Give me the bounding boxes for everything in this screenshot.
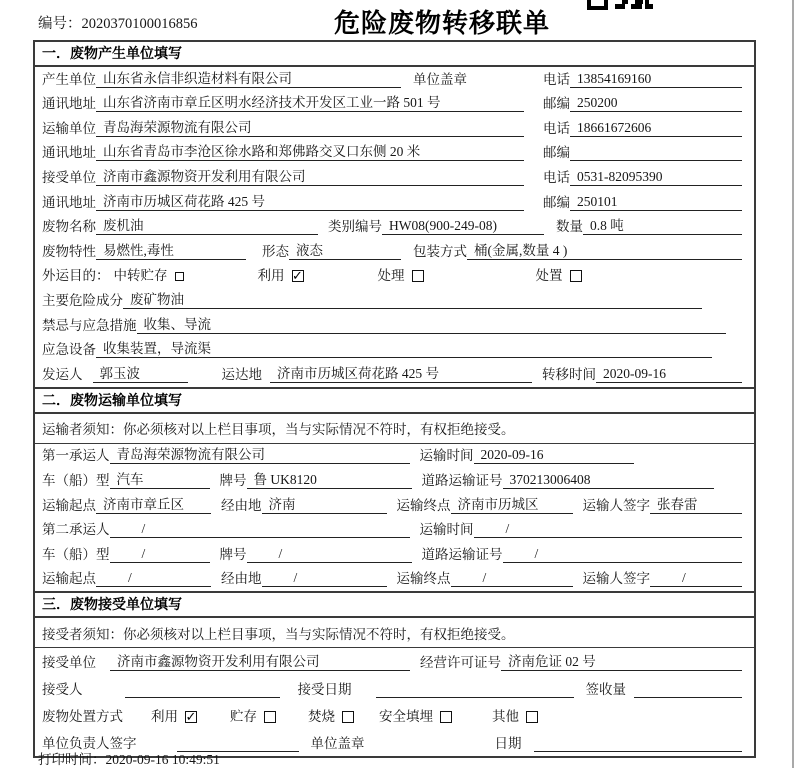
transport-unit-row: [35, 116, 754, 141]
measures-value: 收集、导流: [137, 313, 727, 334]
disposal-use-label: 利用: [151, 709, 178, 725]
producer-address-value: 山东省济南市章丘区明水经济技术开发区工业一路 501 号: [96, 91, 524, 112]
transport-time-label: 运输时间: [419, 448, 474, 464]
receive-zip-value: 250101: [570, 194, 742, 211]
equipment-row: [35, 338, 754, 363]
purpose-label: 外运目的：: [42, 268, 110, 284]
vehicle2-type-label: 车（船）型: [42, 546, 110, 562]
disposal-store-label: 贮存: [230, 709, 257, 725]
packing-value: 桶(金属,数量 4 ): [467, 239, 742, 260]
transport-unit-label: 运输单位: [42, 120, 96, 136]
disposal-label: 废物处置方式: [42, 709, 123, 725]
route1-sign-value: 张春雷: [650, 493, 742, 514]
transport-time-value: 2020-09-16: [474, 447, 634, 464]
dispatcher-label: 发运人: [42, 366, 83, 382]
dispatch-row: [35, 362, 754, 387]
purpose-use-checkbox: ✓: [292, 268, 303, 284]
receive-address-label: 通讯地址: [42, 194, 96, 210]
waste-name-value: 废机油: [96, 214, 318, 235]
print-time-value: 2020-09-16 10:49:51: [105, 752, 220, 767]
plate2-value: /: [247, 546, 412, 563]
receiver-unit-value: 济南市鑫源物资开发利用有限公司: [110, 650, 410, 671]
transporter-notice: 运输者须知：你必须核对以上栏目事项，当与实际情况不符时，有权拒绝接受。: [35, 414, 754, 444]
route2-end-label: 运输终点: [396, 571, 451, 587]
page-title: 危险废物转移联单: [334, 8, 551, 38]
receive-unit-label: 接受单位: [42, 169, 96, 185]
measures-row: [35, 313, 754, 338]
acceptor-value: [125, 681, 280, 698]
route1-end-value: 济南市历城区: [451, 493, 573, 514]
vehicle1-type-label: 车（船）型: [42, 472, 110, 488]
receive-zip-label: 邮编: [543, 194, 570, 210]
route2-via-value: /: [262, 570, 387, 587]
vehicle1-row: [35, 468, 754, 493]
route2-end-value: /: [451, 570, 573, 587]
route1-row: [35, 493, 754, 518]
first-carrier-label: 第一承运人: [42, 448, 110, 464]
plate2-label: 牌号: [219, 546, 247, 562]
purpose-option-treat-label: 处理: [377, 268, 405, 284]
acceptance-row: [35, 675, 754, 702]
producer-address-row: [35, 92, 754, 117]
hazard-label: 主要危险成分: [42, 292, 123, 308]
producer-zip-label: 邮编: [543, 96, 570, 112]
route1-via-label: 经由地: [221, 497, 262, 513]
receive-unit-row: [35, 165, 754, 190]
receive-address-row: [35, 190, 754, 215]
hazard-value: 废矿物油: [123, 288, 702, 309]
waste-name-row: [35, 215, 754, 240]
plate1-value: 鲁 UK8120: [247, 468, 412, 489]
road-license1-label: 道路运输证号: [421, 472, 503, 488]
disposal-use-checkbox: ✓: [185, 709, 197, 725]
route2-row: [35, 567, 754, 592]
section2-heading: 二．废物运输单位填写: [35, 387, 754, 414]
route1-sign-label: 运输人签字: [582, 497, 650, 513]
disposal-burn-checkbox: [342, 711, 354, 723]
transport-zip-value: [570, 144, 742, 161]
producer-zip-value: 250200: [570, 95, 742, 112]
first-carrier-row: [35, 444, 754, 469]
transport-phone-value: 18661672606: [570, 120, 742, 137]
accept-date-label: 接受日期: [297, 682, 352, 698]
dispatcher-value: 郭玉波: [93, 362, 188, 383]
disposal-store-checkbox: [264, 711, 276, 723]
purpose-treat-checkbox: [412, 270, 424, 282]
transport-zip-label: 邮编: [543, 145, 570, 161]
received-amount-value: [634, 681, 742, 698]
transport-unit-value: 青岛海荣源物流有限公司: [96, 116, 524, 137]
print-time: [38, 748, 220, 768]
purpose-row: [35, 264, 754, 289]
disposal-burn-label: 焚烧: [308, 709, 335, 725]
waste-form-label: 形态: [262, 243, 289, 259]
disposal-other-checkbox: [526, 711, 538, 723]
serial-number: [38, 12, 198, 33]
business-license-label: 经营许可证号: [420, 655, 501, 671]
route2-sign-label: 运输人签字: [582, 571, 650, 587]
hazard-row: [35, 288, 754, 313]
plate1-label: 牌号: [219, 472, 247, 488]
waste-traits-label: 废物特性: [42, 243, 96, 259]
qr-code-fragment-icon: [587, 0, 653, 10]
destination-label: 运达地: [221, 366, 262, 382]
waste-category-label: 类别编号: [328, 219, 382, 235]
vehicle2-row: [35, 542, 754, 567]
second-carrier-label: 第二承运人: [42, 522, 110, 538]
disposal-landfill-label: 安全填埋: [379, 709, 433, 725]
receiver-unit-label: 接受单位: [42, 655, 96, 671]
measures-label: 禁忌与应急措施: [42, 317, 137, 333]
producer-unit-value: 山东省永信非织造材料有限公司: [96, 67, 401, 88]
purpose-transfer-checkbox: [175, 272, 184, 281]
producer-phone-label: 电话: [543, 71, 570, 87]
transport-address-label: 通讯地址: [42, 145, 96, 161]
producer-unit-row: [35, 67, 754, 92]
equipment-value: 收集装置，导流渠: [96, 337, 712, 358]
section1-heading: 一．废物产生单位填写: [35, 42, 754, 67]
acceptor-label: 接受人: [42, 682, 83, 698]
route1-end-label: 运输终点: [396, 497, 451, 513]
equipment-label: 应急设备: [42, 342, 96, 358]
producer-unit-label: 产生单位: [42, 71, 96, 87]
receive-phone-label: 电话: [543, 169, 570, 185]
route1-start-label: 运输起点: [42, 497, 96, 513]
second-carrier-row: [35, 518, 754, 543]
route1-via-value: 济南: [262, 493, 387, 514]
section3-heading: 三．废物接受单位填写: [35, 591, 754, 618]
waste-traits-value: 易燃性,毒性: [96, 239, 246, 260]
vehicle1-type-value: 汽车: [110, 468, 210, 489]
receiver-unit-row: [35, 648, 754, 675]
packing-label: 包装方式: [413, 243, 467, 259]
sign-date-label: 日期: [494, 736, 522, 752]
disposal-other-label: 其他: [492, 709, 519, 725]
purpose-option-transfer-label: 中转贮存: [113, 268, 168, 284]
waste-form-value: 液态: [289, 239, 401, 260]
route2-start-value: /: [96, 570, 211, 587]
purpose-option-dispose-label: 处置: [535, 268, 563, 284]
transfer-time-label: 转移时间: [542, 366, 596, 382]
receive-phone-value: 0531-82095390: [570, 169, 742, 186]
waste-quantity-value: 0.8 吨: [583, 214, 742, 235]
transport-phone-label: 电话: [543, 120, 570, 136]
purpose-dispose-checkbox: [570, 270, 582, 282]
producer-address-label: 通讯地址: [42, 96, 96, 112]
waste-category-value: HW08(900-249-08): [382, 218, 544, 235]
disposal-landfill-checkbox: [440, 711, 452, 723]
road-license2-value: /: [503, 546, 743, 563]
receive-address-value: 济南市历城区荷花路 425 号: [96, 190, 524, 211]
producer-phone-value: 13854169160: [570, 71, 742, 88]
transport-address-value: 山东省青岛市李沧区徐水路和郑佛路交叉口东侧 20 米: [96, 140, 524, 161]
route2-via-label: 经由地: [221, 571, 262, 587]
page-edge-line: [792, 0, 794, 768]
unit-seal2-label: 单位盖章: [310, 736, 365, 752]
received-amount-label: 签收量: [585, 682, 626, 698]
transport-time2-value: /: [474, 521, 743, 538]
route1-start-value: 济南市章丘区: [96, 493, 211, 514]
transport-time2-label: 运输时间: [419, 522, 474, 538]
destination-value: 济南市历城区荷花路 425 号: [270, 362, 532, 383]
waste-quantity-label: 数量: [556, 219, 583, 235]
waste-name-label: 废物名称: [42, 219, 96, 235]
road-license2-label: 道路运输证号: [421, 546, 503, 562]
disposal-row: [35, 702, 754, 729]
accept-date-value: [376, 681, 574, 698]
road-license1-value: 370213006408: [503, 472, 715, 489]
sign-date-value: [534, 735, 743, 752]
first-carrier-value: 青岛海荣源物流有限公司: [110, 443, 410, 464]
receive-unit-value: 济南市鑫源物资开发利用有限公司: [96, 165, 524, 186]
purpose-option-use-label: 利用: [257, 268, 285, 284]
business-license-value: 济南危证 02 号: [501, 650, 742, 671]
second-carrier-value: /: [110, 521, 410, 538]
waste-traits-row: [35, 239, 754, 264]
route2-sign-value: /: [650, 570, 742, 587]
vehicle2-type-value: /: [110, 546, 210, 563]
transport-address-row: [35, 141, 754, 166]
serial-value: 2020370100016856: [81, 16, 198, 32]
print-time-label: 打印时间：: [38, 752, 106, 767]
serial-label: 编号：: [38, 16, 82, 32]
unit-seal-label: 单位盖章: [413, 71, 467, 87]
route2-start-label: 运输起点: [42, 571, 96, 587]
receiver-notice: 接受者须知：你必须核对以上栏目事项，当与实际情况不符时，有权拒绝接受。: [35, 618, 754, 648]
responsible-sign-label: 单位负责人签字: [42, 736, 137, 752]
transfer-form: [33, 40, 756, 758]
transfer-time-value: 2020-09-16: [596, 366, 742, 383]
